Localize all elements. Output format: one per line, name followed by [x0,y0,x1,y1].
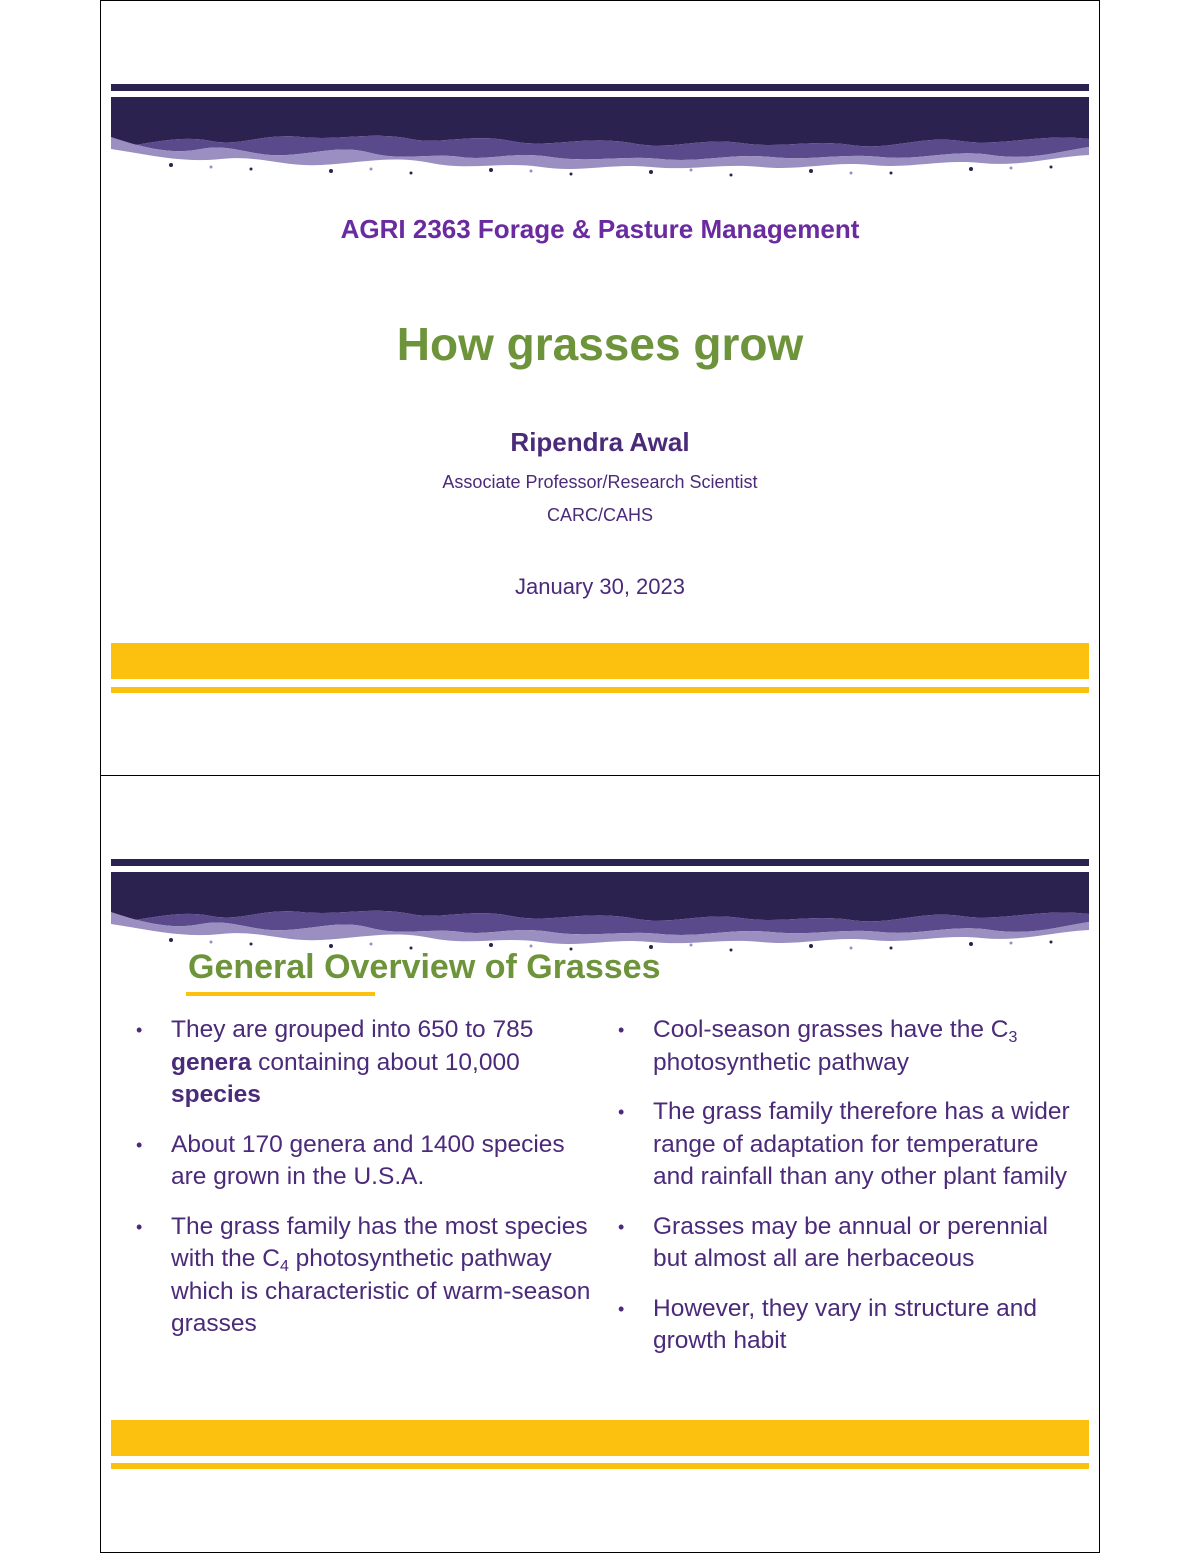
list-item: • About 170 genera and 1400 species are grown in the U.S.A. [131,1129,591,1194]
bullet-icon [136,1014,142,1047]
footer-gold-rule [111,1463,1089,1469]
list-item: • The grass family therefore has a wider range of adaptation for temperature and rainfall than any other plant family [613,1096,1083,1194]
slide-title: How grasses grow [396,318,804,370]
list-item: • However, they vary in structure and growth habit [613,1293,1083,1358]
bullet-icon [618,1014,624,1047]
list-item: • Cool-season grasses have the $C_3$ photosynthetic pathway [613,1014,1083,1079]
author-name: Ripendra Awal [510,427,690,457]
list-item: • They are grouped into 650 to 785 genera containing about 10,000 species [131,1014,591,1112]
bullet-icon [618,1096,624,1129]
list-item: • Grasses may be annual or perennial but almost all are herbaceous [613,1211,1083,1276]
top-rule [111,84,1089,91]
footer-gold-band [111,1420,1089,1456]
list-item: • The grass family has the most species with the $C_4$ photosynthetic pathway which is characteristic of warm-season grasses [131,1211,591,1341]
footer-gold-band [111,643,1089,679]
bullet-icon [136,1211,142,1244]
presentation-date: January 30, 2023 [514,574,686,599]
course-title: AGRI 2363 Forage & Pasture Management [340,214,860,244]
title-underline [186,992,375,996]
header-banner-graphic [111,97,1089,177]
slide-2 [100,775,1100,1553]
author-department: CARC/CAHS [546,505,653,525]
bullet-list-left [131,1014,591,1358]
slide-title: General Overview of Grasses [188,948,661,986]
bullet-list-right [613,1014,1083,1375]
footer-gold-rule [111,687,1089,693]
slide-1 [100,0,1100,776]
top-rule [111,859,1089,866]
bullet-icon [618,1293,624,1326]
header-banner-graphic [111,872,1089,952]
bullet-icon [618,1211,624,1244]
bullet-icon [136,1129,142,1162]
author-position: Associate Professor/Research Scientist [442,472,758,492]
